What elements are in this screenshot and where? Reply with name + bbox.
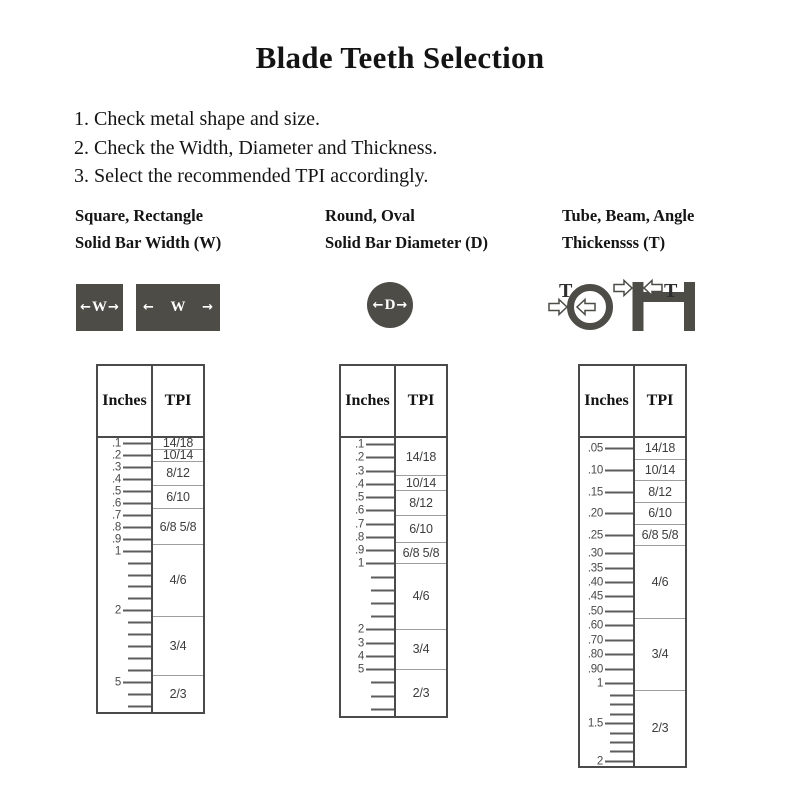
thickness-arrow-left-icon — [577, 300, 595, 315]
inches-scale-column — [98, 438, 153, 712]
column-heading-diameter — [325, 202, 488, 256]
ruler-tick-2 — [597, 755, 633, 768]
square-bar-icon — [76, 284, 123, 331]
column-header-tpi: TPI — [646, 392, 674, 409]
tick-line — [605, 625, 633, 627]
tick-line — [605, 448, 633, 450]
tpi-band-4-6: 4/6 — [635, 546, 685, 618]
tick-label: .1 — [355, 438, 364, 451]
instruction-step-3: 3. Select the recommended TPI accordingly. — [74, 165, 429, 187]
tick-label: 5 — [114, 676, 121, 689]
round-bar-icon — [367, 282, 413, 328]
left-arrow-icon: ← — [80, 300, 91, 315]
tick-line — [605, 567, 633, 569]
ruler-tick-.10 — [588, 464, 633, 477]
tick-label: .7 — [355, 518, 364, 531]
tpi-band-14-18: 14/18 — [153, 438, 203, 450]
tick-line — [123, 479, 151, 481]
tick-line — [605, 723, 633, 725]
tick-line — [366, 669, 394, 671]
column-heading-line2: Solid Bar Width (W) — [75, 233, 222, 252]
ruler-tick — [371, 610, 394, 623]
tick-label: 2 — [596, 755, 603, 768]
tpi-band-6-8-5-8: 6/8 5/8 — [396, 543, 446, 564]
tick-label: 1 — [114, 545, 121, 558]
ruler-tick-.25 — [588, 529, 633, 542]
tick-line — [366, 563, 394, 565]
tick-label: .35 — [587, 562, 603, 575]
table-body — [580, 438, 685, 766]
tick-label: .5 — [112, 485, 121, 498]
tick-line — [371, 602, 394, 604]
tick-line — [123, 467, 151, 469]
tick-line — [123, 610, 151, 612]
tpi-band-6-10: 6/10 — [635, 503, 685, 525]
ruler-tick — [371, 584, 394, 597]
tick-label: .20 — [587, 507, 603, 520]
tick-line — [366, 642, 394, 644]
tick-label: .2 — [112, 449, 121, 462]
tick-line — [610, 695, 633, 697]
tick-line — [610, 713, 633, 715]
tick-line — [366, 629, 394, 631]
tpi-band-2-3: 2/3 — [651, 721, 669, 736]
tpi-column — [153, 438, 203, 712]
tick-label: .9 — [112, 533, 121, 546]
tick-line — [128, 562, 151, 564]
tick-label: .5 — [355, 491, 364, 504]
tick-label: 1 — [357, 557, 364, 570]
tick-label: .90 — [587, 663, 603, 676]
ruler-tick — [371, 690, 394, 703]
ruler-tick — [371, 676, 394, 689]
inches-scale-column — [580, 438, 635, 766]
ruler-tick-.45 — [588, 590, 633, 603]
ruler-tick-2 — [358, 623, 394, 636]
tick-line — [610, 704, 633, 706]
ruler-tick-.35 — [588, 562, 633, 575]
tick-label: .3 — [355, 465, 364, 478]
tick-line — [605, 668, 633, 670]
tick-label: 3 — [357, 637, 364, 650]
ruler-tick — [371, 597, 394, 610]
instruction-list — [74, 105, 437, 191]
tick-label: .70 — [587, 634, 603, 647]
thickness-arrow-right-icon — [614, 281, 632, 296]
tick-label: .15 — [587, 486, 603, 499]
ruler-tick-.3 — [355, 465, 394, 478]
tick-line — [123, 503, 151, 505]
tick-label: .50 — [587, 605, 603, 618]
ruler-tick-3 — [358, 637, 394, 650]
tick-label: .4 — [112, 473, 121, 486]
table-body — [341, 438, 446, 716]
tpi-band-8-12: 8/12 — [635, 481, 685, 503]
tick-line — [123, 455, 151, 457]
tick-line — [123, 550, 151, 552]
tpi-band-3-4: 3/4 — [153, 617, 203, 677]
tick-line — [605, 581, 633, 583]
table-header-row — [580, 366, 685, 438]
tick-label: 2 — [357, 623, 364, 636]
tick-line — [371, 589, 394, 591]
ruler-tick-.8 — [355, 531, 394, 544]
ruler-tick-5 — [358, 663, 394, 676]
tick-line — [128, 705, 151, 707]
ruler-tick-1 — [358, 557, 394, 570]
ruler-tick-.9 — [355, 544, 394, 557]
tick-label: .45 — [587, 590, 603, 603]
column-heading-line2: Thickensss (T) — [562, 233, 666, 252]
tick-line — [605, 491, 633, 493]
tick-line — [605, 596, 633, 598]
column-heading-line2: Solid Bar Diameter (D) — [325, 233, 488, 252]
column-heading-width — [75, 202, 221, 256]
tick-line — [366, 510, 394, 512]
tick-line — [123, 681, 151, 683]
tick-label: .8 — [355, 531, 364, 544]
tick-label: .80 — [587, 648, 603, 661]
thickness-letter: T — [559, 280, 573, 302]
ruler-tick — [128, 700, 151, 713]
tick-label: 2 — [114, 604, 121, 617]
tick-label: .05 — [587, 442, 603, 455]
ruler-tick — [371, 703, 394, 716]
ruler-tick-.1 — [355, 438, 394, 451]
tick-line — [128, 586, 151, 588]
tube-and-beam-icon — [548, 268, 700, 342]
column-header-inches: Inches — [341, 366, 396, 436]
tick-label: .10 — [587, 464, 603, 477]
tick-line — [123, 526, 151, 528]
tick-line — [605, 535, 633, 537]
tick-label: .4 — [355, 478, 364, 491]
tick-label: 4 — [357, 650, 364, 663]
ruler-tick-.4 — [355, 478, 394, 491]
tick-line — [128, 669, 151, 671]
tick-line — [128, 634, 151, 636]
ruler-tick-.80 — [588, 648, 633, 661]
thickness-letter: T — [664, 280, 678, 302]
tpi-band-4-6: 4/6 — [153, 545, 203, 616]
tpi-column — [635, 438, 685, 766]
tpi-band-14-18: 14/18 — [396, 438, 446, 476]
tick-line — [128, 657, 151, 659]
ruler-tick-.05 — [588, 442, 633, 455]
column-header-inches: Inches — [580, 366, 635, 436]
tpi-band-8-12: 8/12 — [153, 462, 203, 486]
ruler-tick-.40 — [588, 576, 633, 589]
ruler-tick-.30 — [588, 547, 633, 560]
tpi-table-thickness — [578, 364, 687, 768]
tick-line — [128, 645, 151, 647]
ruler-tick-.90 — [588, 663, 633, 676]
tick-line — [366, 655, 394, 657]
tick-label: .25 — [587, 529, 603, 542]
column-heading-line1: Tube, Beam, Angle — [562, 206, 695, 225]
tick-line — [371, 576, 394, 578]
table-body — [98, 438, 203, 712]
tick-line — [610, 732, 633, 734]
tick-label: .7 — [112, 509, 121, 522]
ruler-tick-.6 — [355, 504, 394, 517]
tpi-band-8-12: 8/12 — [396, 491, 446, 516]
tick-line — [366, 536, 394, 538]
tick-label: .3 — [112, 461, 121, 474]
tick-line — [128, 693, 151, 695]
tick-line — [123, 443, 151, 445]
tpi-band-4-6: 4/6 — [396, 564, 446, 630]
tick-line — [366, 523, 394, 525]
tick-label: .6 — [112, 497, 121, 510]
tick-label: .2 — [355, 451, 364, 464]
tpi-band-14-18: 14/18 — [635, 438, 685, 460]
tpi-band-6-8-5-8: 6/8 5/8 — [153, 509, 203, 545]
right-arrow-icon: → — [202, 300, 213, 315]
column-heading-thickness — [562, 202, 694, 256]
tpi-band-6-8-5-8: 6/8 5/8 — [635, 525, 685, 547]
tick-line — [605, 654, 633, 656]
inches-scale-column — [341, 438, 396, 716]
tick-line — [123, 514, 151, 516]
column-heading-line1: Square, Rectangle — [75, 206, 204, 225]
tpi-band-6-10: 6/10 — [153, 486, 203, 510]
tick-line — [371, 708, 394, 710]
tick-line — [123, 538, 151, 540]
ruler-tick-.50 — [588, 605, 633, 618]
tick-label: 1.5 — [587, 717, 603, 730]
tick-line — [610, 742, 633, 744]
left-arrow-icon: ← — [143, 300, 154, 315]
ruler-tick-.20 — [588, 507, 633, 520]
tpi-band-2-3: 2/3 — [169, 687, 187, 702]
tpi-band-10-14: 10/14 — [153, 450, 203, 462]
rectangle-bar-icon — [136, 284, 220, 331]
tick-line — [605, 513, 633, 515]
tpi-band-3-4: 3/4 — [635, 619, 685, 691]
tick-line — [605, 610, 633, 612]
tick-line — [605, 639, 633, 641]
tick-label: 1 — [596, 677, 603, 690]
tick-line — [366, 470, 394, 472]
diameter-letter: D — [384, 296, 396, 313]
tick-label: .60 — [587, 619, 603, 632]
tick-label: .1 — [112, 437, 121, 450]
tick-line — [605, 760, 633, 762]
column-header-tpi: TPI — [407, 392, 435, 409]
ruler-tick-.70 — [588, 634, 633, 647]
column-header-inches: Inches — [98, 366, 153, 436]
tick-line — [128, 574, 151, 576]
width-letter: W — [92, 299, 107, 315]
table-header-row — [341, 366, 446, 438]
tick-line — [610, 751, 633, 753]
tick-line — [366, 457, 394, 459]
tpi-table-diameter — [339, 364, 448, 718]
ruler-tick-.7 — [355, 518, 394, 531]
width-letter: W — [170, 299, 186, 315]
tpi-band-2-3: 2/3 — [412, 685, 430, 700]
tick-label: .8 — [112, 521, 121, 534]
tick-line — [128, 598, 151, 600]
tick-label: .40 — [587, 576, 603, 589]
ruler-tick — [371, 571, 394, 584]
tick-line — [366, 550, 394, 552]
instruction-step-2: 2. Check the Width, Diameter and Thickness. — [74, 136, 438, 159]
tick-line — [366, 497, 394, 499]
ruler-tick-.60 — [588, 619, 633, 632]
tick-label: .9 — [355, 544, 364, 557]
tpi-table-width — [96, 364, 205, 714]
right-arrow-icon: → — [396, 297, 408, 313]
tick-line — [371, 682, 394, 684]
tpi-band-10-14: 10/14 — [396, 476, 446, 491]
right-arrow-icon: → — [108, 300, 119, 315]
tick-line — [371, 695, 394, 697]
column-header-tpi: TPI — [164, 392, 192, 409]
ruler-tick-.5 — [355, 491, 394, 504]
page-title: Blade Teeth Selection — [255, 40, 545, 75]
tpi-band-3-4: 3/4 — [396, 630, 446, 670]
tpi-band-6-10: 6/10 — [396, 516, 446, 542]
tick-line — [371, 616, 394, 618]
column-heading-line1: Round, Oval — [325, 206, 415, 225]
tpi-column — [396, 438, 446, 716]
ruler-tick-.2 — [355, 451, 394, 464]
instruction-step-1: 1. Check metal shape and size. — [74, 108, 321, 130]
tick-line — [128, 622, 151, 624]
ruler-tick-4 — [358, 650, 394, 663]
tick-line — [605, 683, 633, 685]
tpi-band-10-14: 10/14 — [635, 460, 685, 482]
left-arrow-icon: ← — [372, 297, 384, 313]
tick-label: 5 — [357, 663, 364, 676]
tick-label: .30 — [587, 547, 603, 560]
table-header-row — [98, 366, 203, 438]
tick-label: .6 — [355, 504, 364, 517]
tick-line — [123, 491, 151, 493]
ruler-tick-.15 — [588, 486, 633, 499]
tick-line — [366, 483, 394, 485]
tick-line — [366, 444, 394, 446]
tick-line — [605, 553, 633, 555]
tick-line — [605, 470, 633, 472]
